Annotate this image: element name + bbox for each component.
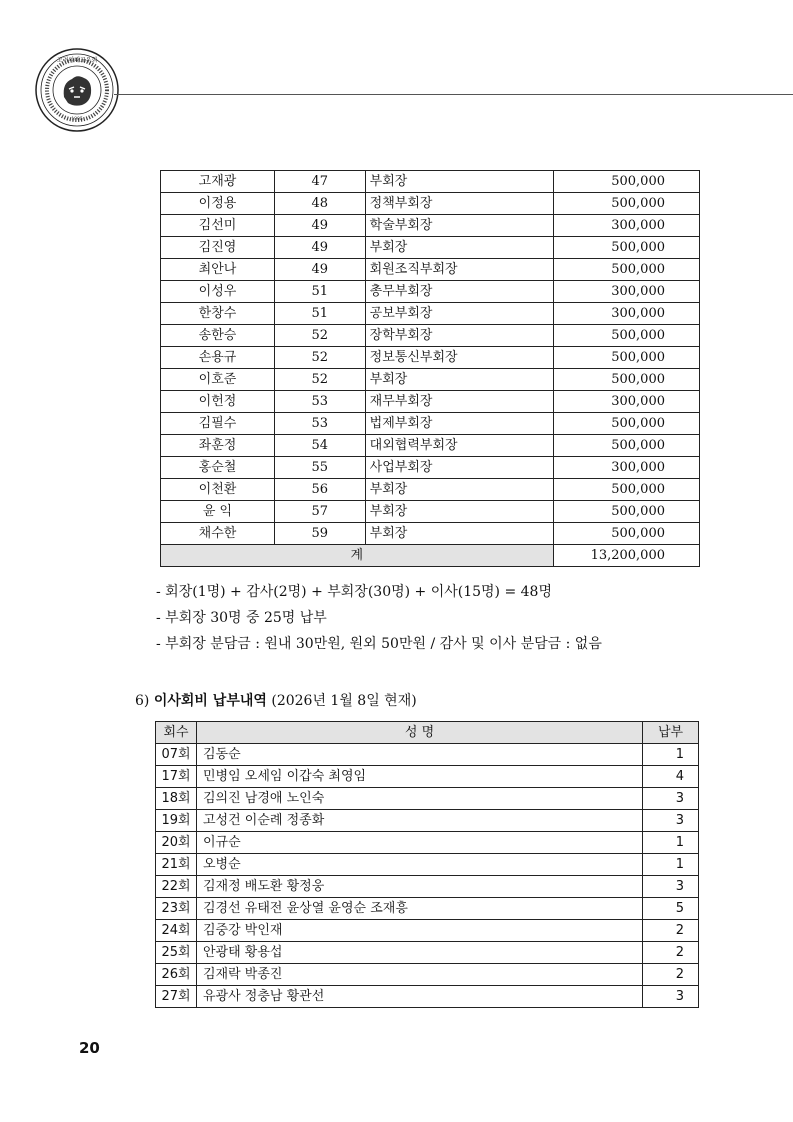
table-row (161, 347, 700, 369)
member-amount: 300,000 (553, 281, 699, 303)
class-number: 07회 (156, 744, 197, 766)
note-line: - 부회장 30명 중 25명 납부 (156, 610, 327, 626)
vice-president-dues-table (160, 170, 700, 567)
table-row (161, 215, 700, 237)
member-name: 최안나 (161, 259, 275, 281)
svg-text:고려의대교우회: 고려의대교우회 (56, 57, 98, 64)
member-year: 57 (274, 501, 365, 523)
table-row (161, 501, 700, 523)
svg-text:1905: 1905 (71, 117, 83, 122)
column-header-no: 회수 (156, 722, 197, 744)
member-role: 부회장 (365, 501, 553, 523)
class-number: 27회 (156, 986, 197, 1008)
member-role: 부회장 (365, 479, 553, 501)
member-role: 장학부회장 (365, 325, 553, 347)
member-role: 재무부회장 (365, 391, 553, 413)
class-number: 19회 (156, 810, 197, 832)
payment-count: 2 (643, 942, 699, 964)
table-row (161, 325, 700, 347)
member-name: 손용규 (161, 347, 275, 369)
payment-count: 5 (643, 898, 699, 920)
table-row (161, 281, 700, 303)
member-amount: 500,000 (553, 259, 699, 281)
total-row (161, 545, 700, 567)
payment-count: 2 (643, 964, 699, 986)
class-number: 21회 (156, 854, 197, 876)
member-role: 대외협력부회장 (365, 435, 553, 457)
member-name: 고재광 (161, 171, 275, 193)
class-number: 26회 (156, 964, 197, 986)
member-amount: 300,000 (553, 303, 699, 325)
member-role: 학술부회장 (365, 215, 553, 237)
table-row (161, 193, 700, 215)
donor-names: 민병임 오세임 이갑숙 최영임 (197, 766, 643, 788)
member-name: 윤 익 (161, 501, 275, 523)
member-amount: 500,000 (553, 193, 699, 215)
class-number: 23회 (156, 898, 197, 920)
member-year: 54 (274, 435, 365, 457)
table-row (156, 766, 699, 788)
payment-count: 3 (643, 810, 699, 832)
column-header-names: 성 명 (197, 722, 643, 744)
member-year: 53 (274, 413, 365, 435)
member-amount: 500,000 (553, 347, 699, 369)
table-row (156, 920, 699, 942)
donor-names: 김재락 박종진 (197, 964, 643, 986)
table-row (156, 942, 699, 964)
table-row (161, 303, 700, 325)
table-row (161, 369, 700, 391)
note-line: - 회장(1명) + 감사(2명) + 부회장(30명) + 이사(15명) = 48명 (156, 584, 552, 600)
member-year: 51 (274, 281, 365, 303)
member-name: 김필수 (161, 413, 275, 435)
member-year: 52 (274, 347, 365, 369)
class-number: 25회 (156, 942, 197, 964)
member-name: 이성우 (161, 281, 275, 303)
member-amount: 500,000 (553, 523, 699, 545)
section-subtitle: (2026년 1월 8일 현재) (271, 693, 417, 709)
class-number: 22회 (156, 876, 197, 898)
table-row (161, 259, 700, 281)
member-name: 김진영 (161, 237, 275, 259)
table-row (161, 171, 700, 193)
member-role: 부회장 (365, 369, 553, 391)
member-amount: 500,000 (553, 237, 699, 259)
donor-names: 안광태 황용섭 (197, 942, 643, 964)
donor-names: 오병순 (197, 854, 643, 876)
table-row (156, 788, 699, 810)
table-header-row (156, 722, 699, 744)
member-name: 한창수 (161, 303, 275, 325)
donor-names: 이규순 (197, 832, 643, 854)
member-name: 좌훈정 (161, 435, 275, 457)
table-row (161, 391, 700, 413)
member-role: 법제부회장 (365, 413, 553, 435)
table-row (161, 479, 700, 501)
table-row (161, 457, 700, 479)
member-year: 48 (274, 193, 365, 215)
payment-count: 4 (643, 766, 699, 788)
member-year: 47 (274, 171, 365, 193)
member-role: 공보부회장 (365, 303, 553, 325)
alumni-association-seal-logo (34, 47, 120, 133)
member-name: 송한승 (161, 325, 275, 347)
member-role: 회원조직부회장 (365, 259, 553, 281)
table-row (161, 413, 700, 435)
donor-names: 김중강 박인재 (197, 920, 643, 942)
section-number: 6) (135, 693, 150, 709)
table-row (161, 435, 700, 457)
table-row (156, 832, 699, 854)
table-row (161, 523, 700, 545)
member-amount: 500,000 (553, 501, 699, 523)
member-amount: 300,000 (553, 457, 699, 479)
section-heading: 이사회비 납부내역 (153, 693, 267, 709)
member-amount: 500,000 (553, 325, 699, 347)
member-amount: 300,000 (553, 215, 699, 237)
payment-count: 2 (643, 920, 699, 942)
member-amount: 500,000 (553, 435, 699, 457)
member-name: 이호준 (161, 369, 275, 391)
table-row (156, 986, 699, 1008)
donor-names: 김재정 배도환 황정웅 (197, 876, 643, 898)
member-amount: 500,000 (553, 479, 699, 501)
table-row (156, 898, 699, 920)
member-year: 56 (274, 479, 365, 501)
member-amount: 500,000 (553, 171, 699, 193)
member-role: 부회장 (365, 523, 553, 545)
header-rule (114, 94, 793, 95)
member-name: 김선미 (161, 215, 275, 237)
section-title (135, 690, 417, 710)
member-name: 이정용 (161, 193, 275, 215)
member-year: 55 (274, 457, 365, 479)
class-number: 24회 (156, 920, 197, 942)
member-year: 52 (274, 325, 365, 347)
table-row (156, 964, 699, 986)
member-amount: 500,000 (553, 413, 699, 435)
payment-count: 3 (643, 876, 699, 898)
member-role: 사업부회장 (365, 457, 553, 479)
payment-count: 3 (643, 788, 699, 810)
member-year: 51 (274, 303, 365, 325)
member-year: 59 (274, 523, 365, 545)
table-row (161, 237, 700, 259)
member-role: 부회장 (365, 171, 553, 193)
note-line: - 부회장 분담금 : 원내 30만원, 원외 50만원 / 감사 및 이사 분담금 : 없음 (156, 636, 602, 652)
notes (156, 582, 602, 660)
member-role: 총무부회장 (365, 281, 553, 303)
total-label: 계 (161, 545, 554, 567)
board-dues-table (155, 721, 699, 1008)
table-row (156, 744, 699, 766)
member-role: 정책부회장 (365, 193, 553, 215)
table-row (156, 854, 699, 876)
member-year: 49 (274, 237, 365, 259)
member-name: 채수한 (161, 523, 275, 545)
member-role: 부회장 (365, 237, 553, 259)
payment-count: 1 (643, 744, 699, 766)
member-year: 49 (274, 259, 365, 281)
member-year: 53 (274, 391, 365, 413)
page-number: 20 (79, 1039, 100, 1057)
member-name: 이헌정 (161, 391, 275, 413)
member-year: 49 (274, 215, 365, 237)
member-year: 52 (274, 369, 365, 391)
donor-names: 김경선 유태전 윤상열 윤영순 조재흥 (197, 898, 643, 920)
member-role: 정보통신부회장 (365, 347, 553, 369)
table-row (156, 810, 699, 832)
member-amount: 500,000 (553, 369, 699, 391)
member-name: 홍순철 (161, 457, 275, 479)
member-amount: 300,000 (553, 391, 699, 413)
payment-count: 3 (643, 986, 699, 1008)
donor-names: 유광사 정충남 황관선 (197, 986, 643, 1008)
donor-names: 김동순 (197, 744, 643, 766)
payment-count: 1 (643, 854, 699, 876)
donor-names: 고성건 이순례 정종화 (197, 810, 643, 832)
total-amount: 13,200,000 (553, 545, 699, 567)
member-name: 이천환 (161, 479, 275, 501)
donor-names: 김의진 남경애 노인숙 (197, 788, 643, 810)
column-header-count: 납부 (643, 722, 699, 744)
class-number: 20회 (156, 832, 197, 854)
table-row (156, 876, 699, 898)
class-number: 18회 (156, 788, 197, 810)
class-number: 17회 (156, 766, 197, 788)
payment-count: 1 (643, 832, 699, 854)
